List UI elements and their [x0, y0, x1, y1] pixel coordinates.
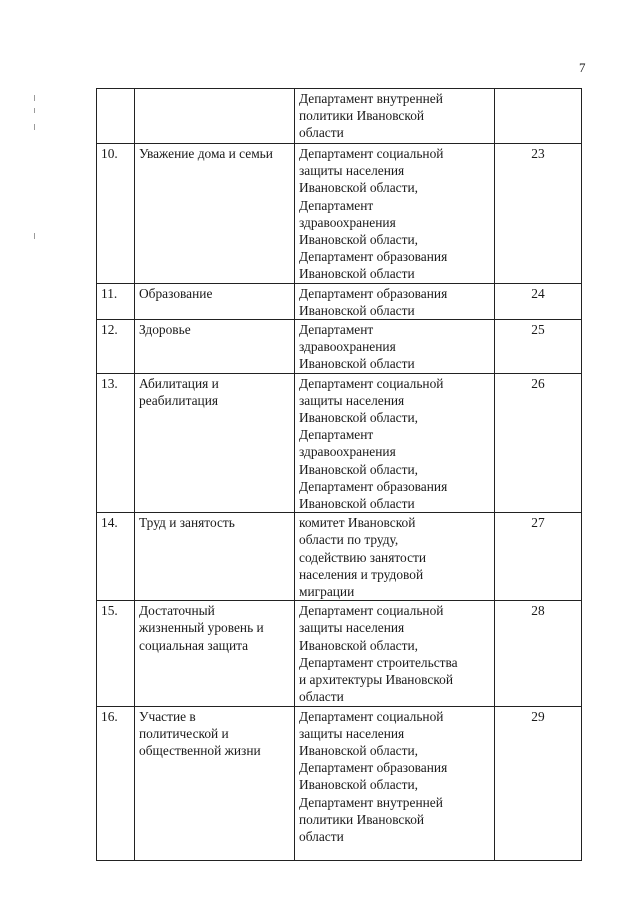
row-number: 16. [97, 706, 135, 860]
scan-mark [34, 233, 35, 239]
table-row [97, 513, 582, 601]
row-number: 13. [97, 373, 135, 513]
responsible-department: Департамент социальной защиты населения Ивановской области, Департамент здравоохранения Ивановской области, Департамент образования Ивановской области [295, 144, 495, 284]
page-reference: 28 [495, 601, 582, 706]
page-reference: 26 [495, 373, 582, 513]
responsible-department: Департамент социальной защиты населения Ивановской области, Департамент строительства и архитектуры Ивановской области [295, 601, 495, 706]
scan-mark [34, 124, 35, 130]
responsible-department: комитет Ивановской области по труду, содействию занятости населения и трудовой миграции [295, 513, 495, 601]
responsible-department: Департамент внутренней политики Ивановской области [295, 89, 495, 144]
page-reference: 25 [495, 320, 582, 374]
page-reference [495, 89, 582, 144]
table-row-continuation [97, 89, 582, 144]
table-row [97, 601, 582, 706]
page-reference: 23 [495, 144, 582, 284]
row-number: 10. [97, 144, 135, 284]
section-title [135, 89, 295, 144]
table-row [97, 373, 582, 513]
page-reference: 24 [495, 283, 582, 319]
row-number [97, 89, 135, 144]
document-table [96, 88, 582, 861]
row-number: 14. [97, 513, 135, 601]
responsible-department: Департамент здравоохранения Ивановской области [295, 320, 495, 374]
section-title: Здоровье [135, 320, 295, 374]
row-number: 12. [97, 320, 135, 374]
section-title: Труд и занятость [135, 513, 295, 601]
table-row [97, 283, 582, 319]
section-title: Абилитация и реабилитация [135, 373, 295, 513]
page-number: 7 [579, 60, 586, 75]
page-reference: 29 [495, 706, 582, 860]
section-title: Образование [135, 283, 295, 319]
page-reference: 27 [495, 513, 582, 601]
row-number: 15. [97, 601, 135, 706]
section-title: Участие в политической и общественной жизни [135, 706, 295, 860]
responsible-department: Департамент социальной защиты населения Ивановской области, Департамент здравоохранения Ивановской области, Департамент образования Ивановской области [295, 373, 495, 513]
table-row [97, 144, 582, 284]
scan-mark [34, 95, 35, 101]
row-number: 11. [97, 283, 135, 319]
responsible-department: Департамент социальной защиты населения Ивановской области, Департамент образования Ивановской области, Департамент внутренней политики Ивановской области [295, 706, 495, 860]
section-title: Уважение дома и семьи [135, 144, 295, 284]
section-title: Достаточный жизненный уровень и социальная защита [135, 601, 295, 706]
scan-mark [34, 108, 35, 113]
responsible-department: Департамент образования Ивановской области [295, 283, 495, 319]
table-row [97, 706, 582, 860]
table-row [97, 320, 582, 374]
